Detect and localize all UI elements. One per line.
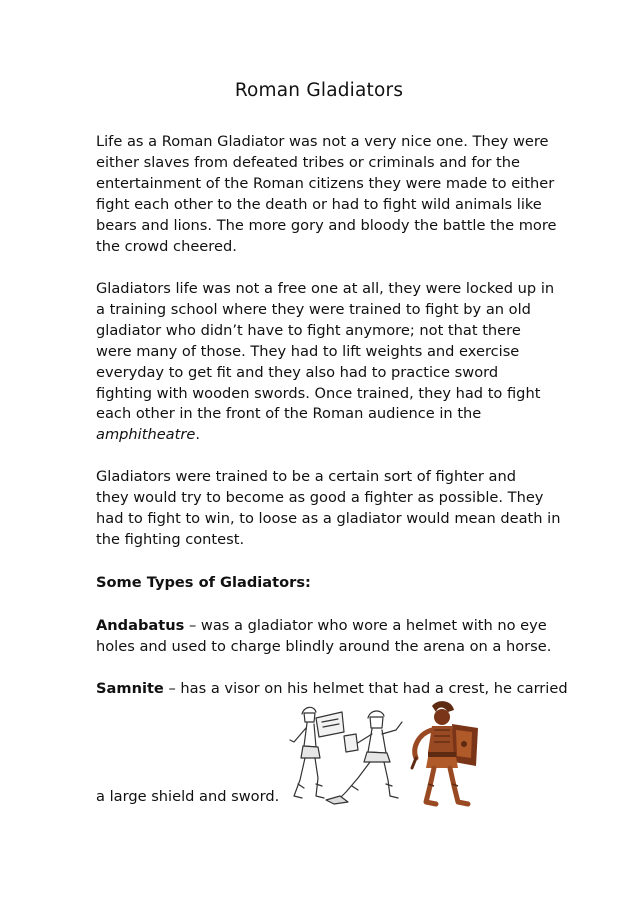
text-line: fight each other to the death or had to fight wild animals like bbox=[96, 195, 542, 213]
types-heading: Some Types of Gladiators: bbox=[96, 574, 311, 591]
page-title: Roman Gladiators bbox=[234, 80, 404, 101]
bronze-gladiator-icon bbox=[412, 701, 478, 804]
text-line: each other in the front of the Roman audience in the bbox=[96, 405, 482, 423]
period: . bbox=[195, 426, 200, 444]
samnite-desc-1: – has a visor on his helmet that had a crest, he carried bbox=[163, 680, 568, 697]
samnite-entry bbox=[96, 679, 568, 700]
andabatus-entry bbox=[96, 616, 551, 658]
fighter-paragraph bbox=[96, 467, 561, 551]
text-line: everyday to get fit and they also had to practice sword bbox=[96, 363, 499, 381]
text-line: either slaves from defeated tribes or criminals and for the bbox=[96, 153, 521, 171]
text-line: Gladiators were trained to be a certain sort of fighter and bbox=[96, 468, 516, 485]
text-line: the crowd cheered. bbox=[96, 237, 237, 255]
text-line: bears and lions. The more gory and bloody the battle the more bbox=[96, 216, 557, 234]
andabatus-name: Andabatus bbox=[96, 617, 185, 634]
text-line: gladiator who didn’t have to fight anymore; not that there bbox=[96, 321, 521, 339]
text-line: fighting with wooden swords. Once trained, they had to fight bbox=[96, 384, 541, 402]
amphitheatre-term: amphitheatre bbox=[96, 426, 196, 444]
text-line bbox=[96, 679, 568, 700]
text-line bbox=[96, 425, 556, 446]
samnite-desc-2: a large shield and sword. bbox=[96, 788, 280, 805]
training-paragraph bbox=[96, 279, 556, 446]
andabatus-desc-2: holes and used to charge blindly around the arena on a horse. bbox=[96, 637, 552, 655]
text-line: were many of those. They had to lift weights and exercise bbox=[96, 342, 520, 360]
gladiator-illustrations bbox=[282, 700, 502, 808]
text-line bbox=[96, 616, 551, 637]
andabatus-desc-1: – was a gladiator who wore a helmet with no eye bbox=[184, 617, 547, 634]
text-line: entertainment of the Roman citizens they were made to either bbox=[96, 174, 555, 192]
samnite-name: Samnite bbox=[96, 680, 164, 697]
intro-paragraph bbox=[96, 132, 556, 257]
text-line: they would try to become as good a fighter as possible. They bbox=[96, 488, 544, 506]
text-line: Gladiators life was not a free one at all, they were locked up in bbox=[96, 280, 555, 297]
text-line: had to fight to win, to loose as a gladiator would mean death in bbox=[96, 509, 561, 527]
text-line: a training school where they were trained to fight by an old bbox=[96, 300, 531, 318]
text-line: the fighting contest. bbox=[96, 530, 245, 548]
text-line: Life as a Roman Gladiator was not a very nice one. They were bbox=[96, 133, 549, 150]
sketch-gladiator-with-shield-icon bbox=[290, 707, 344, 798]
samnite-entry-continued bbox=[96, 787, 279, 808]
